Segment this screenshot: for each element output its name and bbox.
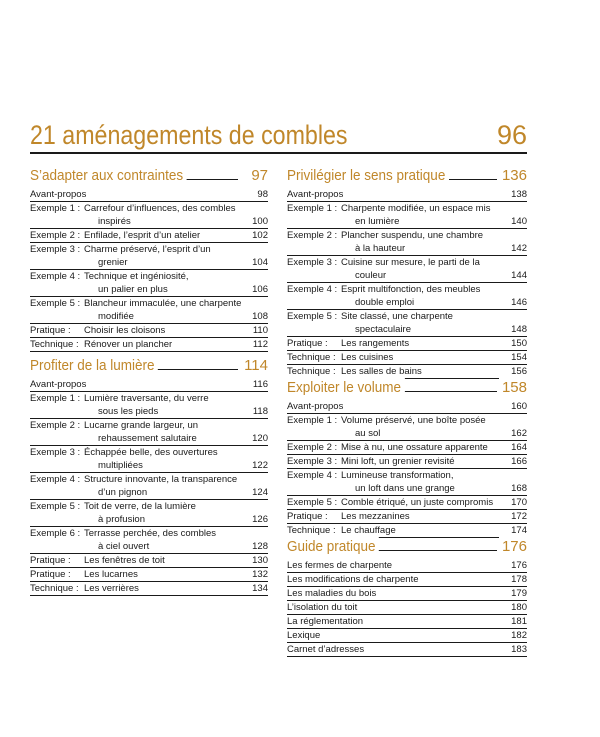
main-title-page: 96 bbox=[496, 120, 527, 150]
toc-entry bbox=[287, 496, 527, 510]
entry-page: 146 bbox=[511, 297, 527, 308]
entry-label: Avant-propos bbox=[30, 189, 87, 200]
toc-entry bbox=[30, 554, 268, 568]
entry-label: Exemple 5 : bbox=[30, 501, 81, 512]
entry-description-continued: multipliées bbox=[98, 460, 143, 471]
entry-page: 156 bbox=[511, 366, 527, 377]
entry-label: Exemple 1 : bbox=[287, 415, 338, 426]
entry-description: Cuisine sur mesure, le parti de la bbox=[341, 257, 480, 268]
entry-description: Site classé, une charpente bbox=[341, 311, 453, 322]
entry-description: Comble étriqué, un juste compromis bbox=[341, 497, 494, 508]
entry-description: Mise à nu, une ossature apparente bbox=[341, 442, 488, 453]
entry-description-continued: en lumière bbox=[355, 216, 400, 227]
entry-description: Esprit multifonction, des meubles bbox=[341, 284, 481, 295]
toc-entry bbox=[30, 392, 268, 419]
entry-label: Exemple 3 : bbox=[30, 447, 81, 458]
entry-page: 102 bbox=[252, 230, 268, 241]
entry-page: 179 bbox=[511, 588, 527, 599]
entry-label: Exemple 6 : bbox=[30, 528, 81, 539]
section-page: 97 bbox=[248, 166, 268, 186]
entry-description: Charpente modifiée, un espace mis bbox=[341, 203, 491, 214]
entry-description: Terrasse perchée, des combles bbox=[84, 528, 217, 539]
entry-page: 132 bbox=[252, 569, 268, 580]
entry-label: Exemple 1 : bbox=[30, 393, 81, 404]
entry-page: 144 bbox=[511, 270, 527, 281]
toc-entry bbox=[30, 202, 268, 229]
entry-page: 170 bbox=[511, 497, 527, 508]
entry-page: 138 bbox=[511, 189, 527, 200]
toc-entry bbox=[287, 351, 527, 365]
entry-page: 120 bbox=[252, 433, 268, 444]
entry-label: Exemple 2 : bbox=[287, 442, 338, 453]
entry-description-continued: un palier en plus bbox=[98, 284, 168, 295]
section-page: 176 bbox=[499, 537, 527, 557]
toc-entry bbox=[287, 510, 527, 524]
toc-entry bbox=[30, 338, 268, 352]
entry-description: Mini loft, un grenier revisité bbox=[341, 456, 455, 467]
section-title: Profiter de la lumière bbox=[30, 356, 158, 376]
entry-label: Pratique : bbox=[30, 325, 71, 336]
entry-description: Volume préservé, une boîte posée bbox=[341, 415, 486, 426]
entry-label: Pratique : bbox=[30, 555, 71, 566]
entry-label: Exemple 1 : bbox=[30, 203, 81, 214]
entry-description: Les verrières bbox=[84, 583, 139, 594]
section-heading bbox=[287, 378, 527, 398]
toc-entry bbox=[30, 568, 268, 582]
toc-entry bbox=[30, 229, 268, 243]
entry-page: 118 bbox=[252, 406, 268, 417]
entry-label: Exemple 4 : bbox=[30, 271, 81, 282]
entry-description: Les salles de bains bbox=[341, 366, 422, 377]
entry-page: 98 bbox=[257, 189, 268, 200]
entry-label: Exemple 4 : bbox=[30, 474, 81, 485]
entry-description: Technique et ingéniosité, bbox=[84, 271, 189, 282]
entry-label: Avant-propos bbox=[287, 189, 344, 200]
toc-entry bbox=[30, 378, 268, 392]
toc-entry bbox=[287, 643, 527, 657]
entry-page: 172 bbox=[511, 511, 527, 522]
entry-page: 110 bbox=[252, 325, 268, 336]
entry-label: Exemple 4 : bbox=[287, 470, 338, 481]
entry-description: Les cuisines bbox=[341, 352, 394, 363]
entry-label: Technique : bbox=[30, 583, 79, 594]
toc-entry bbox=[30, 500, 268, 527]
entry-label: Pratique : bbox=[287, 511, 328, 522]
toc-entry bbox=[30, 582, 268, 596]
entry-page: 104 bbox=[252, 257, 268, 268]
toc-entry bbox=[287, 283, 527, 310]
entry-label: Exemple 3 : bbox=[287, 257, 338, 268]
entry-label: Exemple 3 : bbox=[30, 244, 81, 255]
entry-description: Carrefour d’influences, des combles bbox=[84, 203, 236, 214]
section-heading bbox=[287, 537, 527, 557]
toc-entry bbox=[30, 473, 268, 500]
entry-label: Avant-propos bbox=[287, 401, 344, 412]
toc-entry bbox=[287, 414, 527, 441]
section-heading bbox=[287, 166, 527, 186]
entry-page: 174 bbox=[511, 525, 527, 536]
entry-description: Lumière traversante, du verre bbox=[84, 393, 209, 404]
entry-description: Charme préservé, l’esprit d’un bbox=[84, 244, 211, 255]
entry-page: 126 bbox=[252, 514, 268, 525]
entry-page: 112 bbox=[252, 339, 268, 350]
entry-description-continued: à la hauteur bbox=[355, 243, 406, 254]
entry-description: Structure innovante, la transparence bbox=[84, 474, 238, 485]
entry-page: 160 bbox=[511, 401, 527, 412]
entry-description: Enfilade, l’esprit d’un atelier bbox=[84, 230, 201, 241]
entry-page: 122 bbox=[252, 460, 268, 471]
toc-entry bbox=[30, 419, 268, 446]
entry-label: Avant-propos bbox=[30, 379, 87, 390]
entry-description: Plancher suspendu, une chambre bbox=[341, 230, 484, 241]
toc-entry bbox=[287, 573, 527, 587]
toc-section bbox=[30, 166, 268, 352]
entry-label: Technique : bbox=[287, 366, 336, 377]
entry-label: Exemple 1 : bbox=[287, 203, 338, 214]
entry-description-continued: modifiée bbox=[98, 311, 134, 322]
entry-page: 166 bbox=[511, 456, 527, 467]
entry-page: 134 bbox=[252, 583, 268, 594]
section-page: 136 bbox=[499, 166, 527, 186]
entry-description: Les fenêtres de toit bbox=[84, 555, 165, 566]
entry-description: Toit de verre, de la lumière bbox=[84, 501, 196, 512]
entry-label: Exemple 2 : bbox=[30, 230, 81, 241]
entry-description-continued: au sol bbox=[355, 428, 381, 439]
section-heading bbox=[30, 166, 268, 186]
toc-entry bbox=[30, 270, 268, 297]
entry-page: 154 bbox=[511, 352, 527, 363]
toc-section bbox=[287, 166, 527, 379]
entry-description: Les lucarnes bbox=[84, 569, 138, 580]
toc-entry bbox=[30, 324, 268, 338]
section-title: S’adapter aux contraintes bbox=[30, 166, 187, 186]
entry-description: Échappée belle, des ouvertures bbox=[84, 447, 218, 458]
toc-section bbox=[287, 378, 527, 538]
entry-page: 150 bbox=[511, 338, 527, 349]
entry-description-continued: grenier bbox=[98, 257, 128, 268]
toc-entry bbox=[287, 601, 527, 615]
entry-label: Lexique bbox=[287, 630, 321, 641]
toc-entry bbox=[287, 455, 527, 469]
section-title: Privilégier le sens pratique bbox=[287, 166, 449, 186]
entry-description: Blancheur immaculée, une charpente bbox=[84, 298, 242, 309]
toc-entry bbox=[287, 365, 527, 379]
entry-page: 180 bbox=[511, 602, 527, 613]
entry-description-continued: un loft dans une grange bbox=[355, 483, 455, 494]
entry-label: Technique : bbox=[287, 525, 336, 536]
entry-label: L’isolation du toit bbox=[287, 602, 358, 613]
entry-label: Les fermes de charpente bbox=[287, 560, 393, 571]
entry-label: Exemple 5 : bbox=[30, 298, 81, 309]
main-title-text: 21 aménagements de combles bbox=[30, 120, 348, 150]
entry-page: 162 bbox=[511, 428, 527, 439]
entry-page: 142 bbox=[511, 243, 527, 254]
entry-page: 178 bbox=[511, 574, 527, 585]
toc-entry bbox=[30, 188, 268, 202]
toc-entry bbox=[287, 615, 527, 629]
toc-section bbox=[287, 537, 527, 657]
entry-description: Les rangements bbox=[341, 338, 410, 349]
entry-page: 100 bbox=[252, 216, 268, 227]
section-page: 114 bbox=[241, 356, 268, 376]
entry-description: Le chauffage bbox=[341, 525, 396, 536]
entry-label: La réglementation bbox=[287, 616, 364, 627]
toc-entry bbox=[287, 469, 527, 496]
entry-description: Lumineuse transformation, bbox=[341, 470, 454, 481]
section-title: Guide pratique bbox=[287, 537, 379, 557]
entry-description: Les mezzanines bbox=[341, 511, 410, 522]
entry-description-continued: à ciel ouvert bbox=[98, 541, 150, 552]
entry-description-continued: couleur bbox=[355, 270, 387, 281]
entry-description-continued: d’un pignon bbox=[98, 487, 148, 498]
entry-page: 181 bbox=[511, 616, 527, 627]
entry-label: Exemple 5 : bbox=[287, 311, 338, 322]
toc-entry bbox=[287, 310, 527, 337]
entry-description-continued: inspirés bbox=[98, 216, 131, 227]
toc-entry bbox=[287, 256, 527, 283]
entry-page: 128 bbox=[252, 541, 268, 552]
toc-entry bbox=[287, 587, 527, 601]
toc-section bbox=[30, 356, 268, 596]
entry-page: 164 bbox=[511, 442, 527, 453]
toc-entry bbox=[287, 188, 527, 202]
entry-page: 130 bbox=[252, 555, 268, 566]
entry-description: Lucarne grande largeur, un bbox=[84, 420, 199, 431]
toc-entry bbox=[287, 229, 527, 256]
entry-label: Exemple 2 : bbox=[30, 420, 81, 431]
toc-entry bbox=[287, 337, 527, 351]
entry-label: Technique : bbox=[287, 352, 336, 363]
entry-page: 124 bbox=[252, 487, 268, 498]
section-title: Exploiter le volume bbox=[287, 378, 405, 398]
toc-entry bbox=[287, 524, 527, 538]
entry-label: Pratique : bbox=[287, 338, 328, 349]
toc-entry bbox=[287, 559, 527, 573]
toc-entry bbox=[287, 441, 527, 455]
toc-entry bbox=[287, 202, 527, 229]
entry-description-continued: sous les pieds bbox=[98, 406, 159, 417]
entry-page: 106 bbox=[252, 284, 268, 295]
entry-description: Choisir les cloisons bbox=[84, 325, 166, 336]
toc-entry bbox=[30, 446, 268, 473]
toc-entry bbox=[30, 297, 268, 324]
entry-page: 176 bbox=[511, 560, 527, 571]
toc-entry bbox=[287, 629, 527, 643]
entry-label: Exemple 3 : bbox=[287, 456, 338, 467]
entry-label: Technique : bbox=[30, 339, 79, 350]
entry-page: 148 bbox=[511, 324, 527, 335]
toc-entry bbox=[287, 400, 527, 414]
entry-page: 183 bbox=[511, 644, 527, 655]
entry-description-continued: spectaculaire bbox=[355, 324, 411, 335]
entry-label: Exemple 2 : bbox=[287, 230, 338, 241]
entry-description: Rénover un plancher bbox=[84, 339, 173, 350]
entry-page: 140 bbox=[511, 216, 527, 227]
toc-entry bbox=[30, 527, 268, 554]
entry-label: Les modifications de charpente bbox=[287, 574, 419, 585]
entry-label: Carnet d’adresses bbox=[287, 644, 365, 655]
entry-page: 182 bbox=[511, 630, 527, 641]
entry-page: 116 bbox=[252, 379, 268, 390]
entry-label: Exemple 4 : bbox=[287, 284, 338, 295]
entry-description-continued: à profusion bbox=[98, 514, 146, 525]
main-title bbox=[30, 118, 527, 154]
section-page: 158 bbox=[499, 378, 527, 398]
entry-description-continued: double emploi bbox=[355, 297, 415, 308]
toc-entry bbox=[30, 243, 268, 270]
entry-page: 108 bbox=[252, 311, 268, 322]
entry-description-continued: rehaussement salutaire bbox=[98, 433, 197, 444]
entry-label: Les maladies du bois bbox=[287, 588, 377, 599]
entry-label: Exemple 5 : bbox=[287, 497, 338, 508]
entry-page: 168 bbox=[511, 483, 527, 494]
entry-label: Pratique : bbox=[30, 569, 71, 580]
section-heading bbox=[30, 356, 268, 376]
